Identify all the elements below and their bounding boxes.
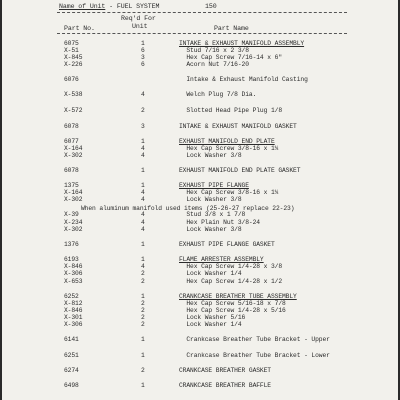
part-name: CRANKCASE BREATHER BAFFLE bbox=[179, 382, 271, 389]
part-number: X-234 bbox=[64, 219, 83, 226]
aluminum-manifold-note: When aluminum manifold used items (25-26-27 replace 22-23) bbox=[81, 205, 295, 212]
page-number: 150 bbox=[205, 3, 217, 10]
required-quantity: 2 bbox=[141, 107, 145, 114]
part-name: CRANKCASE BREATHER TUBE ASSEMBLY bbox=[179, 293, 297, 300]
part-name: Slotted Head Pipe Plug 1/8 bbox=[179, 107, 283, 114]
part-number: X-302 bbox=[64, 226, 83, 233]
part-number: 1376 bbox=[64, 241, 79, 248]
part-number: X-846 bbox=[64, 307, 83, 314]
required-quantity: 6 bbox=[141, 61, 145, 68]
part-number: 6078 bbox=[64, 167, 79, 174]
required-quantity: 1 bbox=[141, 382, 145, 389]
name-of-unit-label: Name of Unit bbox=[59, 3, 106, 10]
part-name: Lock Washer 3/8 bbox=[179, 196, 242, 203]
part-number: X-572 bbox=[64, 107, 83, 114]
part-number: 6076 bbox=[64, 76, 79, 83]
part-name: Lock Washer 1/4 bbox=[179, 321, 242, 328]
column-header-reqd-line1: Req'd For bbox=[121, 15, 156, 22]
part-name: INTAKE & EXHAUST MANIFOLD GASKET bbox=[179, 123, 297, 130]
part-number: X-845 bbox=[64, 54, 83, 61]
required-quantity: 4 bbox=[141, 263, 145, 270]
part-number: 6193 bbox=[64, 256, 79, 263]
part-number: X-226 bbox=[64, 61, 83, 68]
required-quantity: 4 bbox=[141, 91, 145, 98]
part-number: 6077 bbox=[64, 138, 79, 145]
required-quantity: 4 bbox=[141, 219, 145, 226]
part-name: Crankcase Breather Tube Bracket - Upper bbox=[179, 336, 330, 343]
required-quantity: 4 bbox=[141, 211, 145, 218]
part-number: 6078 bbox=[64, 123, 79, 130]
part-number: 1375 bbox=[64, 182, 79, 189]
part-name: EXHAUST PIPE FLANGE bbox=[179, 182, 249, 189]
part-name: Lock Washer 1/4 bbox=[179, 270, 242, 277]
part-name: Hex Cap Screw 1/4-28 x 1/2 bbox=[179, 278, 283, 285]
part-name: Lock Washer 3/8 bbox=[179, 226, 242, 233]
part-number: X-846 bbox=[64, 263, 83, 270]
part-name: EXHAUST MANIFOLD END PLATE bbox=[179, 138, 275, 145]
required-quantity: 1 bbox=[141, 241, 145, 248]
part-number: X-302 bbox=[64, 152, 83, 159]
required-quantity: 3 bbox=[141, 54, 145, 61]
required-quantity: 1 bbox=[141, 352, 145, 359]
part-number: 6274 bbox=[64, 367, 79, 374]
required-quantity: 3 bbox=[141, 123, 145, 130]
required-quantity: 2 bbox=[141, 270, 145, 277]
required-quantity: 1 bbox=[141, 40, 145, 47]
required-quantity: 2 bbox=[141, 278, 145, 285]
column-header-part-no: Part No. bbox=[64, 25, 95, 32]
required-quantity: 4 bbox=[141, 145, 145, 152]
part-number: X-302 bbox=[64, 196, 83, 203]
part-number: X-51 bbox=[64, 47, 79, 54]
part-name: Hex Cap Screw 1/4-28 x 5/16 bbox=[179, 307, 286, 314]
part-name: FLAME ARRESTER ASSEMBLY bbox=[179, 256, 264, 263]
part-number: 6075 bbox=[64, 40, 79, 47]
part-number: X-164 bbox=[64, 189, 83, 196]
part-name: Welch Plug 7/8 Dia. bbox=[179, 91, 257, 98]
required-quantity: 1 bbox=[141, 293, 145, 300]
part-name: Lock Washer 3/8 bbox=[179, 152, 242, 159]
part-name: Intake & Exhaust Manifold Casting bbox=[179, 76, 308, 83]
part-number: X-306 bbox=[64, 270, 83, 277]
part-number: 6141 bbox=[64, 336, 79, 343]
part-name: EXHAUST PIPE FLANGE GASKET bbox=[179, 241, 275, 248]
column-header-part-name: Part Name bbox=[214, 25, 249, 32]
required-quantity: 4 bbox=[141, 189, 145, 196]
required-quantity: 4 bbox=[141, 152, 145, 159]
part-number: X-653 bbox=[64, 278, 83, 285]
part-number: 6498 bbox=[64, 382, 79, 389]
parts-list-page bbox=[2, 0, 398, 400]
part-number: X-39 bbox=[64, 211, 79, 218]
part-name: Stud 7/16 x 2 3/8 bbox=[179, 47, 249, 54]
part-name: Hex Plain Nut 3/8-24 bbox=[179, 219, 260, 226]
header-rule-bottom bbox=[57, 33, 347, 34]
required-quantity: 1 bbox=[141, 336, 145, 343]
required-quantity: 2 bbox=[141, 367, 145, 374]
required-quantity: 1 bbox=[141, 138, 145, 145]
header-line: Name of Unit - FUEL SYSTEM bbox=[59, 3, 160, 10]
column-header-reqd-line2: Unit bbox=[132, 23, 148, 30]
part-name: Hex Cap Screw 3/8-16 x 1¼ bbox=[179, 145, 279, 152]
part-number: X-301 bbox=[64, 314, 83, 321]
required-quantity: 1 bbox=[141, 167, 145, 174]
part-name: CRANKCASE BREATHER GASKET bbox=[179, 367, 271, 374]
required-quantity: 1 bbox=[141, 256, 145, 263]
required-quantity: 4 bbox=[141, 196, 145, 203]
unit-value: FUEL SYSTEM bbox=[116, 3, 160, 10]
part-number: X-164 bbox=[64, 145, 83, 152]
part-number: 6251 bbox=[64, 352, 79, 359]
part-name: Stud 3/8 x 1 7/8 bbox=[179, 211, 246, 218]
part-number: X-812 bbox=[64, 300, 83, 307]
part-name: Acorn Nut 7/16-20 bbox=[179, 61, 249, 68]
part-name: Hex Cap Screw 5/16-18 x 7/8 bbox=[179, 300, 286, 307]
part-name: Hex Cap Screw 1/4-28 x 3/8 bbox=[179, 263, 283, 270]
required-quantity: 2 bbox=[141, 321, 145, 328]
part-number: X-306 bbox=[64, 321, 83, 328]
part-name: INTAKE & EXHAUST MANIFOLD ASSEMBLY bbox=[179, 40, 305, 47]
required-quantity: 2 bbox=[141, 314, 145, 321]
required-quantity: 6 bbox=[141, 47, 145, 54]
part-name: Crankcase Breather Tube Bracket - Lower bbox=[179, 352, 330, 359]
required-quantity: 4 bbox=[141, 226, 145, 233]
part-number: 6252 bbox=[64, 293, 79, 300]
part-name: EXHAUST MANIFOLD END PLATE GASKET bbox=[179, 167, 301, 174]
part-name: Hex Cap Screw 3/8-16 x 1¼ bbox=[179, 189, 279, 196]
part-name: Lock Washer 5/16 bbox=[179, 314, 246, 321]
required-quantity: 2 bbox=[141, 307, 145, 314]
required-quantity: 2 bbox=[141, 300, 145, 307]
header-rule-top bbox=[57, 12, 347, 13]
part-number: X-538 bbox=[64, 91, 83, 98]
part-name: Hex Cap Screw 7/16-14 x 6" bbox=[179, 54, 283, 61]
required-quantity: 1 bbox=[141, 182, 145, 189]
